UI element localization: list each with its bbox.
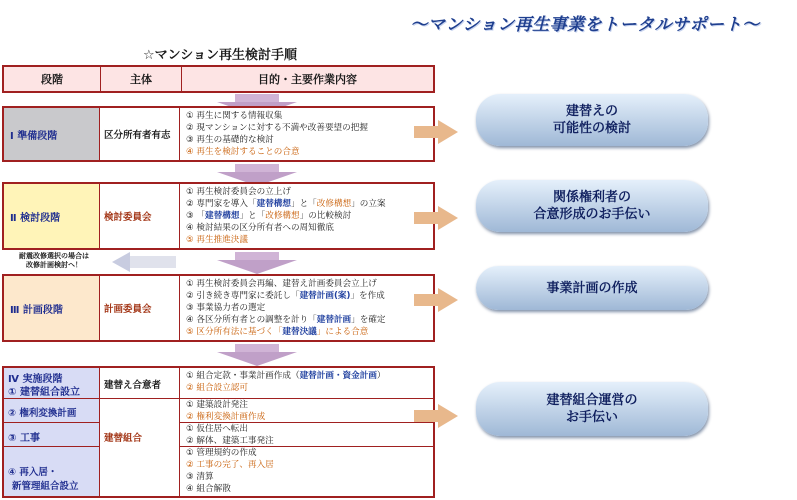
- stage4-tasks-col: [180, 368, 433, 496]
- stage3-label: Ⅲ 計画段階: [4, 276, 100, 340]
- task: ② 解体、建築工事発注: [186, 436, 274, 446]
- task: ② 権利変換計画作成: [186, 412, 266, 422]
- task: ① 再生検討委員会再編、建替え計画委員会立上げ: [186, 279, 377, 289]
- stage4-actor2: 建替組合: [104, 433, 143, 444]
- divider: [4, 398, 99, 399]
- stage4-sub2: ② 権利変換計画: [8, 408, 77, 419]
- divider: [100, 398, 179, 399]
- stage2-label: Ⅱ 検討段階: [4, 184, 100, 248]
- stage-row-4: [2, 366, 435, 498]
- task: ① 再生に関する情報収集: [186, 111, 283, 121]
- stage4-group1: [186, 370, 386, 394]
- stage4-sub4a: ④ 再入居・: [8, 467, 58, 478]
- page-title: ☆マンション再生検討手順: [142, 48, 298, 63]
- right-arrow-3-head: [438, 288, 458, 312]
- task: ① 仮住居へ転出: [186, 424, 248, 434]
- task: ① 組合定款・事業計画作成（建替計画・資金計画）: [186, 371, 386, 381]
- task: ③ 清算: [186, 472, 214, 482]
- right-arrow-4-body: [414, 410, 438, 422]
- stage2-tasks: [180, 184, 433, 248]
- stage1-label: Ⅰ 準備段階: [4, 108, 100, 160]
- task: ② 専門家を導入「建替構想」と「改修構想」の立案: [186, 199, 386, 209]
- left-arrow-body: [130, 256, 176, 268]
- stage4-label-col: [4, 368, 100, 496]
- task: ⑤ 再生推進決議: [186, 235, 248, 245]
- stage4-sub1: ① 建替組合設立: [8, 387, 80, 398]
- stage1-actor: 区分所有者有志: [100, 108, 180, 160]
- right-arrow-2-body: [414, 212, 438, 224]
- right-arrow-1-head: [438, 120, 458, 144]
- stage4-actor1: 建替え合意者: [104, 380, 162, 391]
- flow-arrow-0: [235, 94, 279, 102]
- renovation-note: 耐震改修選択の場合は 改修計画検討へ！: [19, 252, 89, 269]
- task: ① 再生検討委員会の立上げ: [186, 187, 291, 197]
- task: ② 組合設立認可: [186, 383, 248, 393]
- flow-arrow-2-head: [217, 260, 297, 274]
- task: ② 現マンションに対する不満や改善要望の把握: [186, 123, 368, 133]
- stage4-sub3: ③ 工事: [8, 433, 40, 444]
- stage3-actor: 計画委員会: [100, 276, 180, 340]
- stage4-group2: [186, 399, 265, 423]
- right-arrow-4-head: [438, 404, 458, 428]
- task: ④ 再生を検討することの合意: [186, 147, 300, 157]
- stage-row-1: [2, 106, 435, 162]
- bubble-feasibility: 建替えの 可能性の検討: [476, 94, 708, 146]
- task: ① 管理規約の作成: [186, 448, 257, 458]
- task: ③ 再生の基礎的な検討: [186, 135, 274, 145]
- right-arrow-3-body: [414, 294, 438, 306]
- flow-arrow-3-head: [217, 352, 297, 366]
- task: ⑤ 区分所有法に基づく「建替決議」による合意: [186, 327, 369, 337]
- header-stage: 段階: [4, 67, 101, 91]
- banner-title: ～マンション再生事業をトータルサポート～: [410, 15, 760, 35]
- right-arrow-2-head: [438, 206, 458, 230]
- bubble-union-support: 建替組合運営の お手伝い: [476, 382, 708, 436]
- bubble-consensus: 関係権利者の 合意形成のお手伝い: [476, 180, 708, 232]
- divider: [4, 446, 99, 447]
- stage4-group3: [186, 423, 274, 447]
- task: ② 引き続き専門家に委託し「建替計画(案)」を作成: [186, 291, 385, 301]
- stage2-actor: 検討委員会: [100, 184, 180, 248]
- header-actor: 主体: [101, 67, 182, 91]
- task: ④ 検討結果の区分所有者への周知徹底: [186, 223, 334, 233]
- stage4-label: Ⅳ 実施段階: [8, 374, 63, 385]
- stage4-group4: [186, 447, 274, 495]
- flow-arrow-3: [235, 344, 279, 352]
- right-arrow-1-body: [414, 126, 438, 138]
- table-header: [2, 65, 435, 93]
- bubble-business-plan: 事業計画の作成: [476, 266, 708, 310]
- task: ④ 各区分所有者との調整を計り「建替計画」を確定: [186, 315, 386, 325]
- stage-row-2: [2, 182, 435, 250]
- task: ③ 事業協力者の選定: [186, 303, 266, 313]
- stage1-tasks: [180, 108, 433, 160]
- task: ② 工事の完了、再入居: [186, 460, 274, 470]
- header-content: 目的・主要作業内容: [258, 73, 357, 86]
- flow-arrow-1: [235, 164, 279, 172]
- divider: [4, 422, 99, 423]
- stage4-actor-col: [100, 368, 180, 496]
- left-arrow-head: [112, 252, 130, 272]
- stage3-tasks: [180, 276, 433, 340]
- stage4-sub4b: 新管理組合設立: [12, 481, 79, 492]
- stage-row-3: [2, 274, 435, 342]
- flow-arrow-2: [235, 252, 279, 260]
- task: ① 建築設計発注: [186, 400, 248, 410]
- task: ③ 「建替構想」と「改修構想」の比較検討: [186, 211, 352, 221]
- task: ④ 組合解散: [186, 484, 231, 494]
